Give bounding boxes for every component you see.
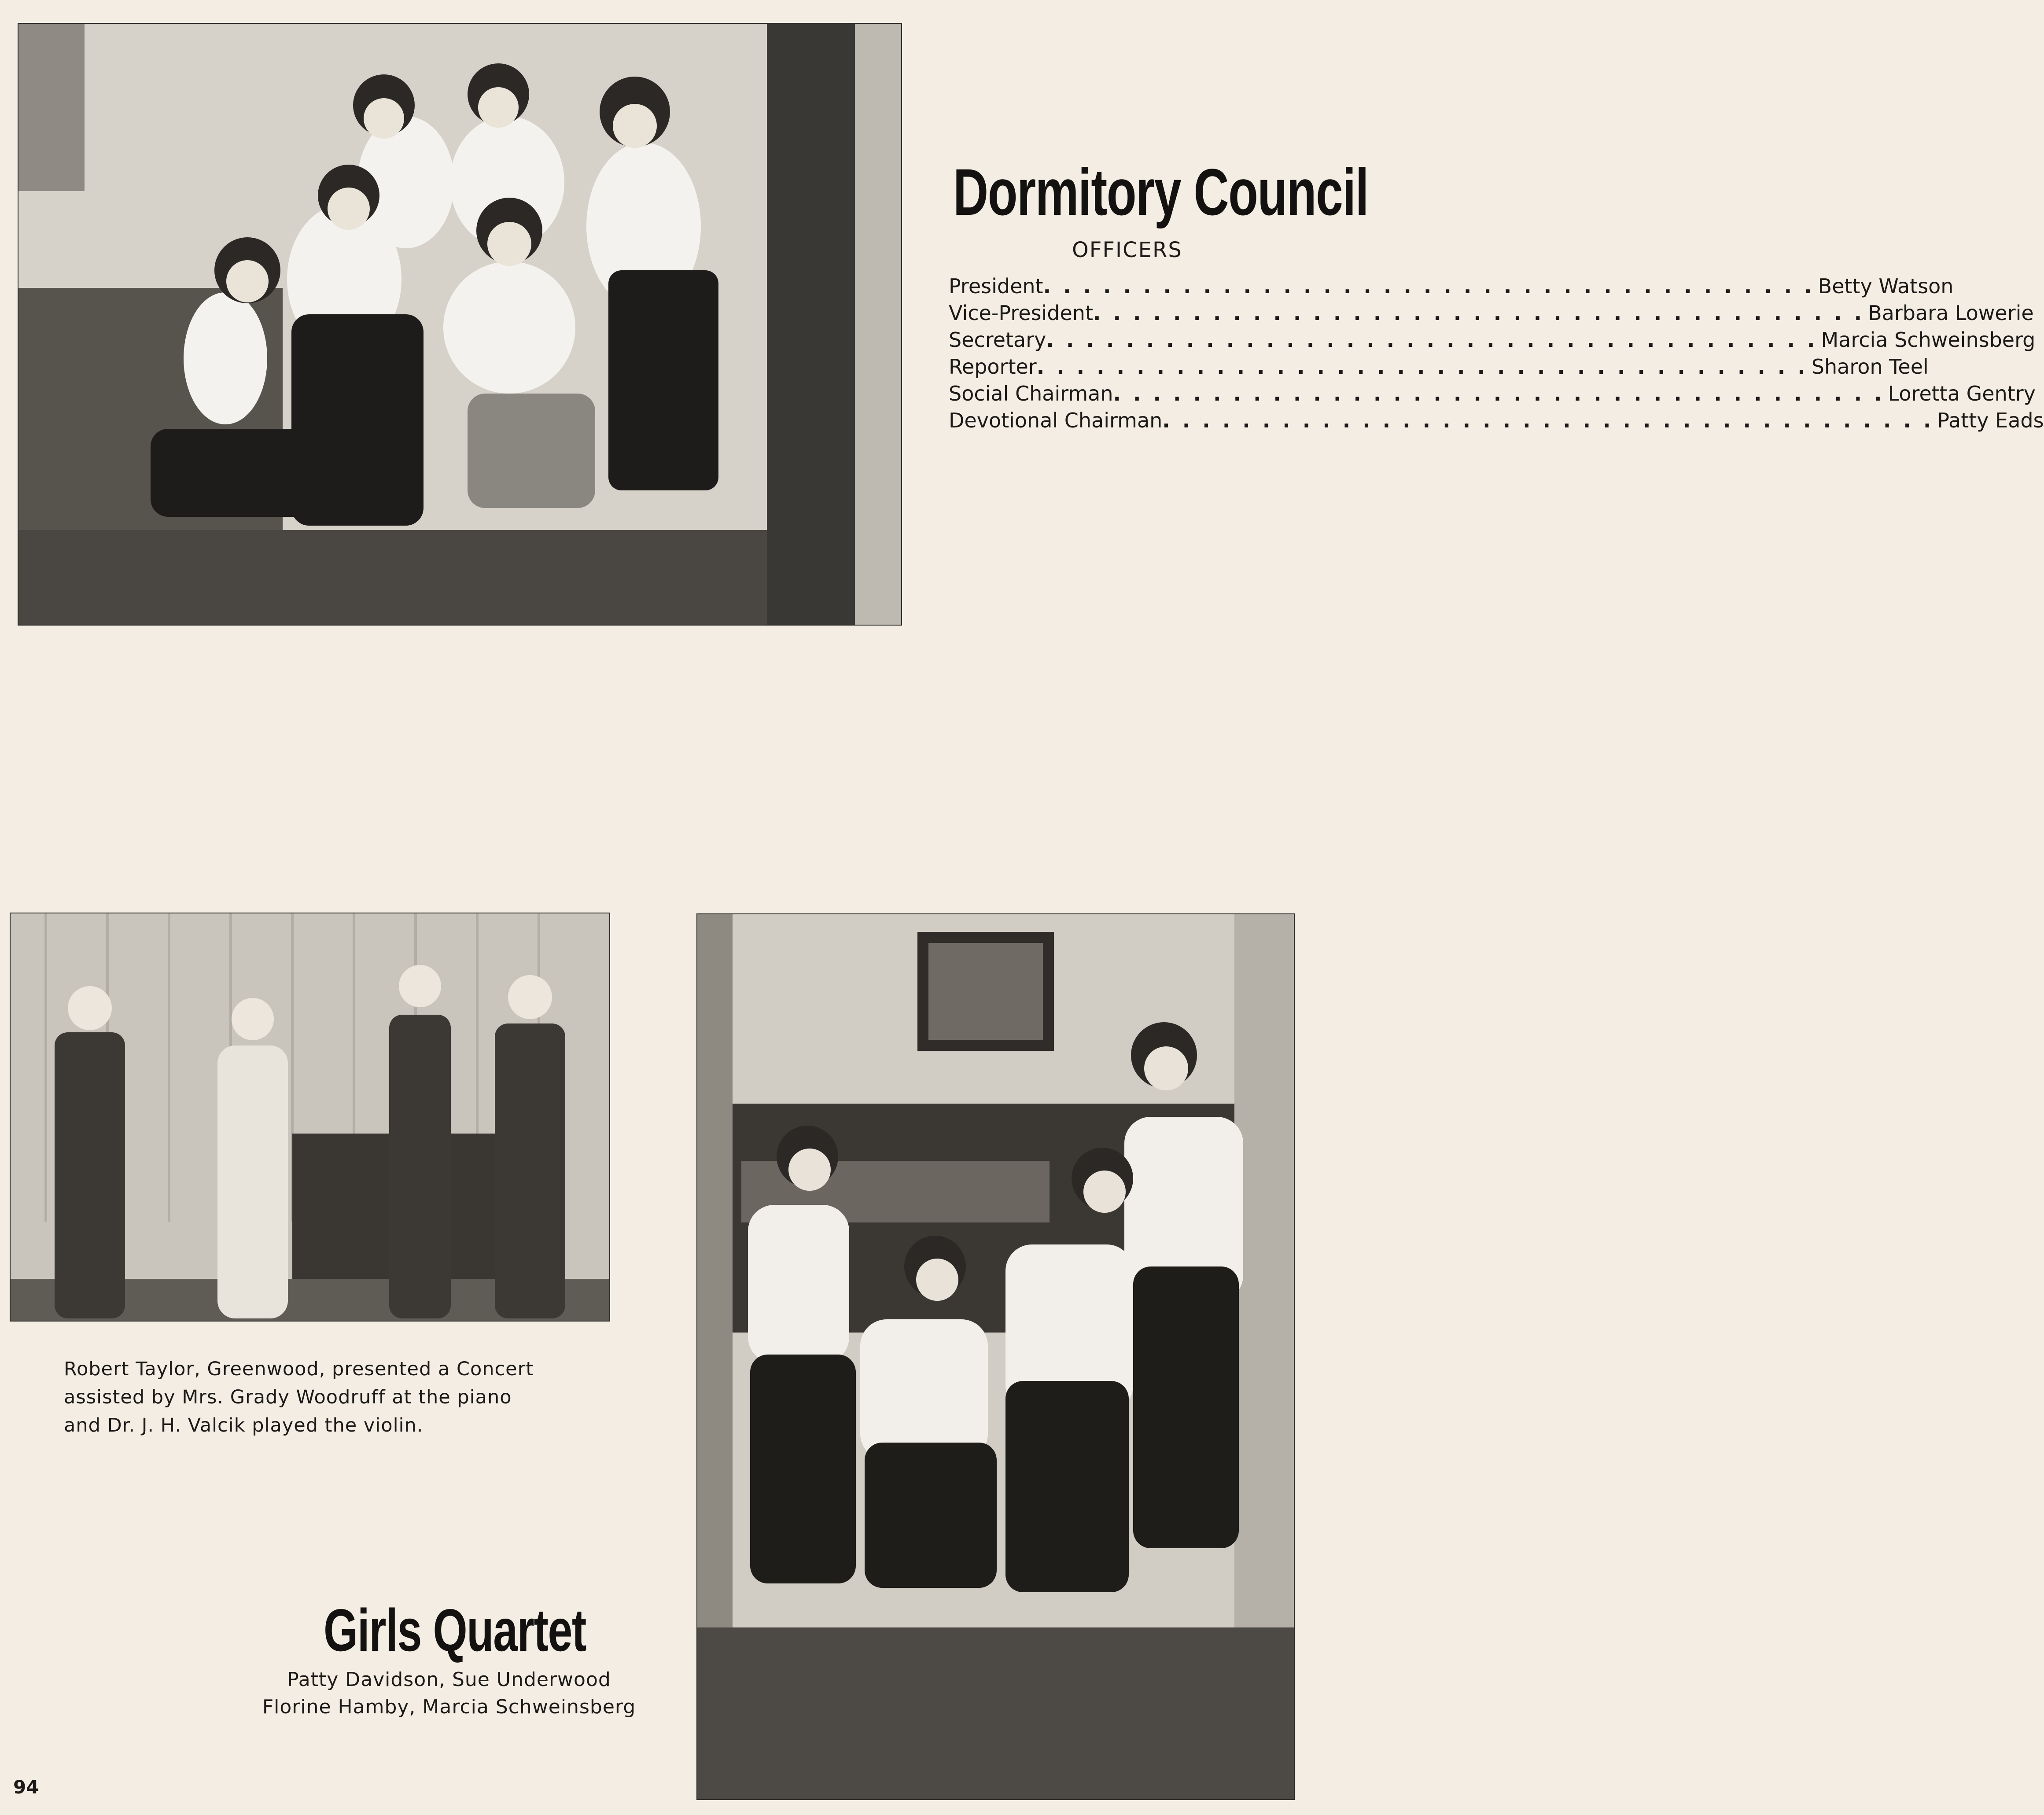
officer-name: Marcia Schweinsberg: [1821, 328, 2036, 352]
leader-dots: [1037, 353, 1808, 380]
girls-quartet-members: [247, 1666, 652, 1721]
officer-role: Vice-President: [949, 301, 1093, 325]
page-number: 94: [13, 1776, 39, 1798]
concert-photo: [10, 913, 610, 1322]
officers-list: [949, 273, 2044, 434]
caption-line: Robert Taylor, Greenwood, presented a Concert: [64, 1358, 534, 1380]
concert-photo-scene: [11, 913, 609, 1321]
officer-name: Betty Watson: [1818, 274, 1954, 298]
officer-name: Barbara Lowerie: [1868, 301, 2034, 325]
officer-role: Secretary: [949, 328, 1046, 352]
officer-row-social-chairman: [949, 380, 2036, 407]
officer-row-secretary: [949, 327, 2036, 353]
officer-role: Devotional Chairman: [949, 409, 1163, 432]
officer-row-devotional-chairman: [949, 407, 2044, 434]
officer-name: Loretta Gentry: [1888, 382, 2036, 405]
members-line: Patty Davidson, Sue Underwood: [287, 1668, 611, 1691]
concert-caption: [64, 1355, 583, 1439]
dormitory-council-photo-scene: [18, 24, 901, 625]
girls-quartet-title: Girls Quartet: [324, 1597, 586, 1664]
girls-quartet-photo-scene: [697, 914, 1294, 1799]
officer-name: Sharon Teel: [1811, 355, 1929, 379]
officer-row-president: [949, 273, 1954, 300]
officer-name: Patty Eads: [1937, 409, 2044, 432]
officer-row-reporter: [949, 353, 1929, 380]
members-line: Florine Hamby, Marcia Schweinsberg: [262, 1696, 636, 1718]
officer-row-vice-president: [949, 300, 2034, 327]
officer-role: Reporter: [949, 355, 1037, 379]
leader-dots: [1046, 327, 1817, 353]
officer-role: President: [949, 274, 1043, 298]
officer-role: Social Chairman: [949, 382, 1113, 405]
leader-dots: [1043, 273, 1815, 300]
dormitory-council-title: Dormitory Council: [953, 155, 1369, 229]
dormitory-council-photo: [18, 23, 902, 626]
leader-dots: [1093, 300, 1864, 327]
officers-heading: OFFICERS: [1072, 238, 1182, 262]
caption-line: and Dr. J. H. Valcik played the violin.: [64, 1414, 424, 1436]
girls-quartet-photo: [696, 913, 1295, 1800]
leader-dots: [1113, 380, 1885, 407]
caption-line: assisted by Mrs. Grady Woodruff at the piano: [64, 1386, 512, 1408]
leader-dots: [1162, 407, 1934, 434]
